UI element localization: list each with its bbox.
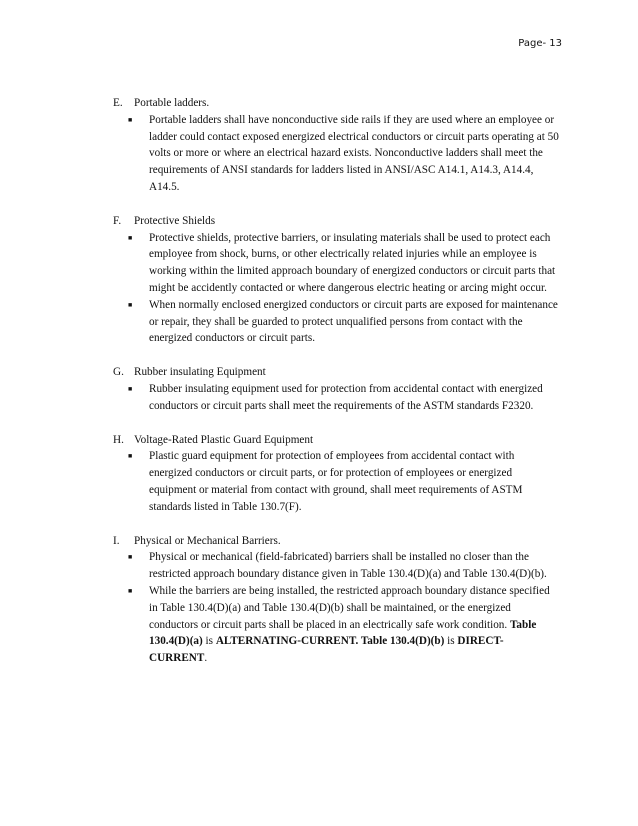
bullet-text-body: Rubber insulating equipment used for protection from accidental contact with energized conductors or circuit parts shall meet the requirements of the ASTM standards F2320. (149, 382, 543, 412)
section-letter: E. (113, 97, 123, 109)
emphasis-bold-text: DIRECT-CURRENT (149, 635, 504, 665)
bullet-text (149, 549, 559, 583)
bullet-text (149, 381, 559, 415)
bullet-text-body: Portable ladders shall have nonconductive side rails if they are used where an employee or ladder could contact exposed energized electrical conductors or circuit parts operating at 50 volts or more or where an electrical hazard exists. Nonconductive ladders shall meet the requirements of ANSI standards for ladders listed in ANSI/ASC A14.1, A14.3, A14.4, A14.5. (149, 113, 559, 193)
bullet-item (128, 448, 559, 515)
section-letter: H. (113, 433, 124, 446)
square-bullet-icon: ■ (128, 300, 133, 309)
bullet-list (113, 381, 559, 415)
section-title: Voltage-Rated Plastic Guard Equipment (134, 433, 314, 446)
bullet-text-body: Plastic guard equipment for protection of employees from accidental contact with energized conductors or circuit parts, or for protection of employees or energized equipment or material from contact with ground, shall meet requirements of ASTM standards listed in Table 130.7(F). (149, 450, 523, 513)
section-heading (113, 364, 559, 381)
square-bullet-icon: ■ (128, 115, 133, 124)
bullet-text-body: When normally enclosed energized conductors or circuit parts are exposed for maintenance or repair, they shall be guarded to protect unqualified persons from contact with the energized conductors or circuit parts. (149, 298, 558, 345)
section-title: Physical or Mechanical Barriers. (134, 534, 281, 547)
section-title: Portable ladders. (134, 97, 210, 109)
bullet-item (128, 549, 559, 583)
bullet-item (128, 297, 559, 347)
section-letter: F. (113, 214, 122, 227)
emphasis-bold-text: ALTERNATING-CURRENT. Table 130.4(D)(b) (215, 635, 445, 648)
section (113, 533, 559, 667)
bullet-list (113, 549, 559, 667)
square-bullet-icon: ■ (128, 384, 133, 393)
section-letter: G. (113, 366, 124, 379)
emphasis-text: is (444, 635, 458, 648)
square-bullet-icon: ■ (128, 586, 133, 595)
section-letter: I. (113, 534, 120, 547)
bullet-item (128, 230, 559, 297)
emphasis-bold-text: Table 130.4(D)(a) (149, 618, 537, 648)
emphasis-text: is (202, 635, 216, 648)
bullet-item (128, 583, 559, 667)
section-title: Protective Shields (134, 214, 216, 227)
section (113, 213, 559, 347)
bullet-list (113, 230, 559, 348)
section-heading (113, 432, 559, 449)
square-bullet-icon: ■ (128, 233, 133, 242)
page-number: Page- 13 (518, 38, 562, 49)
bullet-text-body: Protective shields, protective barriers, or insulating materials shall be used to protect each employee from shock, burns, or other electrically related injuries while an employee is working within the limited approach boundary of energized conductors or circuit parts that might be accidently contacted or where dangerous electric heating or arcing might occur. (149, 231, 556, 294)
bullet-text (149, 230, 559, 297)
section-heading (113, 213, 559, 230)
bullet-text-body: Physical or mechanical (field-fabricated) barriers shall be installed no closer than the restricted approach boundary distance given in Table 130.4(D)(a) and Table 130.4(D)(b). (149, 551, 547, 581)
square-bullet-icon: ■ (128, 452, 133, 461)
bullet-list (113, 112, 559, 196)
bullet-text (149, 448, 559, 515)
section-title: Rubber insulating Equipment (134, 366, 266, 379)
section (113, 95, 559, 196)
bullet-text (149, 112, 559, 196)
bullet-text-body: While the barriers are being installed, the restricted approach boundary distance specified in Table 130.4(D)(a) and Table 130.4(D)(b) shall be maintained, or the energized conductors or circuit parts shall be placed in an electrically safe work condition. (149, 584, 550, 631)
section (113, 432, 559, 516)
bullet-text (149, 583, 559, 667)
emphasis-text: . (204, 652, 208, 665)
bullet-list (113, 448, 559, 515)
square-bullet-icon: ■ (128, 553, 133, 562)
bullet-item (128, 381, 559, 415)
page-content (113, 95, 559, 684)
section-heading (113, 533, 559, 550)
bullet-text (149, 297, 559, 347)
section-heading (113, 95, 559, 112)
section (113, 364, 559, 414)
bullet-item (128, 112, 559, 196)
